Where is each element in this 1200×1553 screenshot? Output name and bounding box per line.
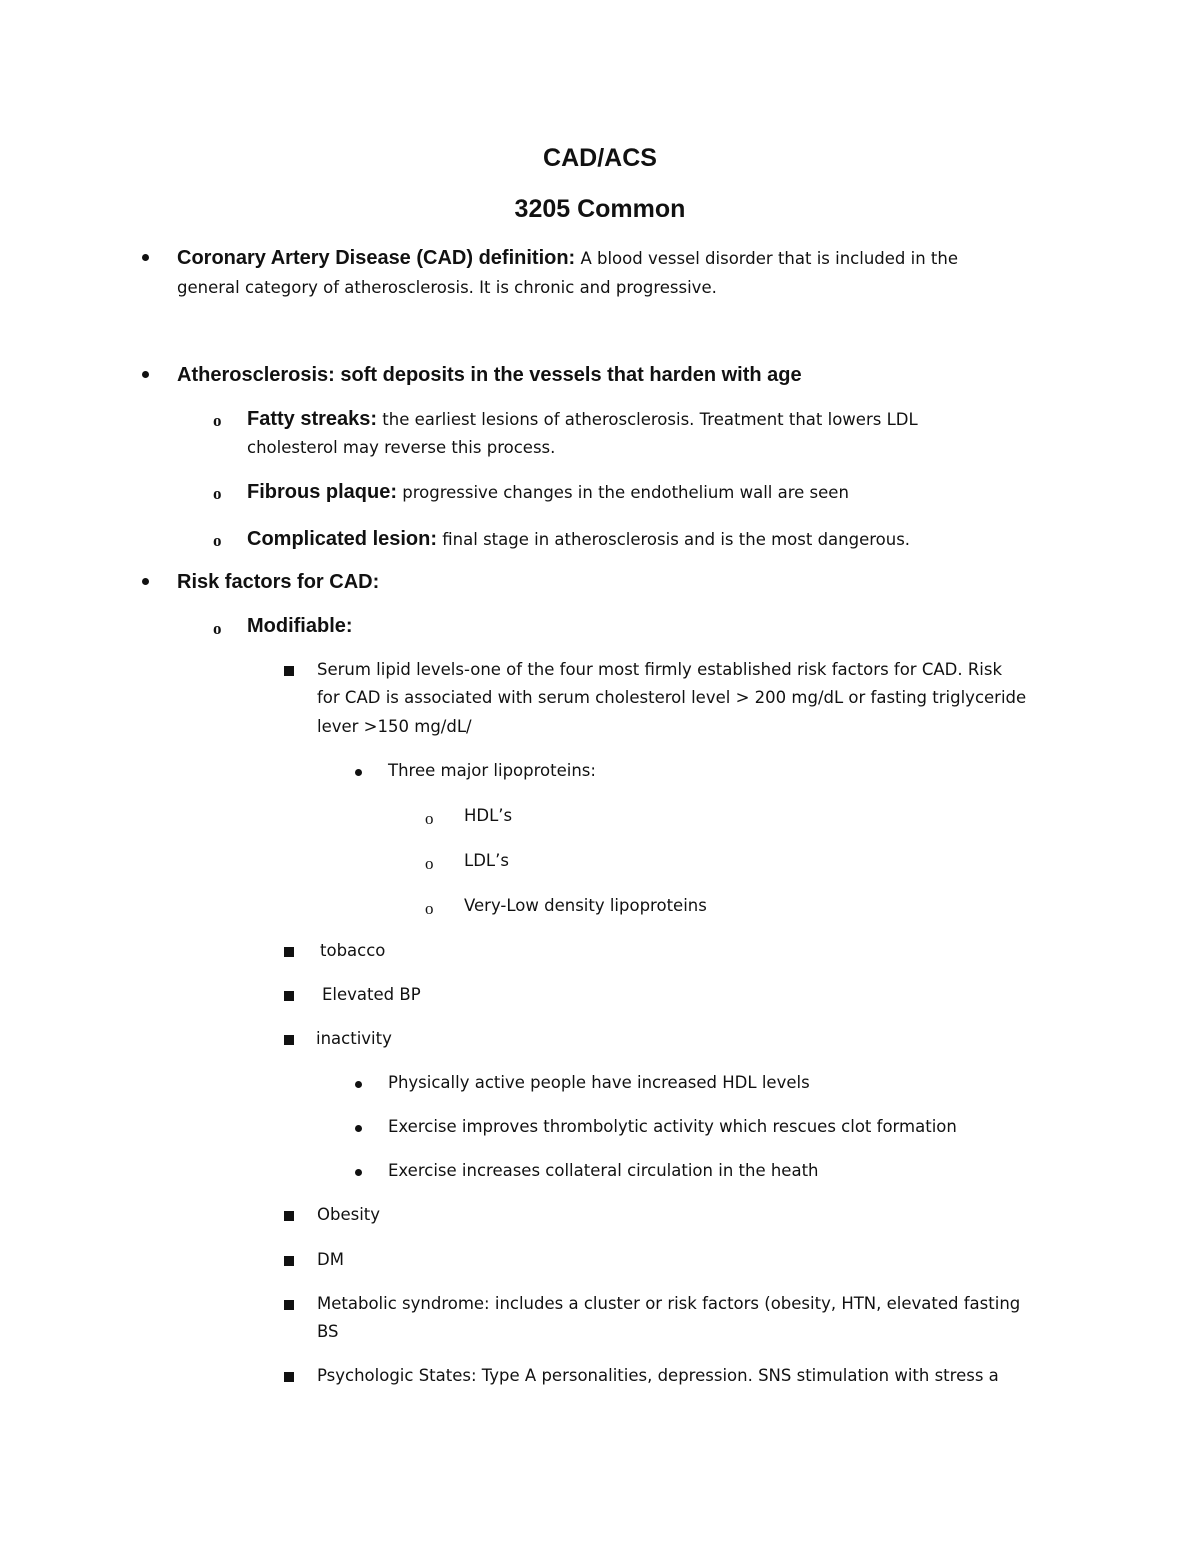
inactivity-sub-item: Exercise increases collateral circulation in the heath (388, 1161, 819, 1180)
bullet-o-icon: o (425, 809, 434, 828)
bullet-square-icon (284, 1300, 294, 1310)
bullet-dot-icon (142, 254, 149, 261)
atherosclerosis-heading: Atherosclerosis: soft deposits in the vessels that harden with age (177, 364, 802, 386)
serum-lipid-line3: lever >150 mg/dL/ (317, 717, 472, 736)
risk-item-bp: Elevated BP (322, 985, 421, 1004)
fibrous-plaque-line (247, 482, 849, 502)
risk-item-dm: DM (317, 1250, 344, 1269)
inactivity-sub-item: Exercise improves thrombolytic activity which rescues clot formation (388, 1117, 957, 1136)
cad-definition-label: Coronary Artery Disease (CAD) definition: (177, 247, 576, 269)
bullet-dot-icon (142, 578, 149, 585)
cad-definition-line1 (177, 248, 958, 268)
bullet-dot-icon (355, 769, 362, 776)
bullet-square-icon (284, 947, 294, 957)
bullet-square-icon (284, 991, 294, 1001)
risk-item-psychologic: Psychologic States: Type A personalities, depression. SNS stimulation with stress a (317, 1366, 999, 1385)
cad-definition-line2: general category of atherosclerosis. It is chronic and progressive. (177, 278, 717, 297)
modifiable-heading: Modifiable: (247, 615, 353, 637)
risk-item-tobacco: tobacco (320, 941, 386, 960)
fatty-streaks-line2: cholesterol may reverse this process. (247, 438, 556, 457)
cad-definition-text: A blood vessel disorder that is included in the (575, 249, 958, 268)
bullet-square-icon (284, 1035, 294, 1045)
serum-lipid-line2: for CAD is associated with serum cholesterol level > 200 mg/dL or fasting triglyceride (317, 688, 1027, 707)
bullet-square-icon (284, 1372, 294, 1382)
risk-item-metabolic-line1: Metabolic syndrome: includes a cluster or risk factors (obesity, HTN, elevated fasting (317, 1294, 1021, 1313)
bullet-o-icon: o (213, 411, 222, 430)
bullet-o-icon: o (425, 899, 434, 918)
lipoprotein-item: HDL’s (464, 806, 513, 825)
risk-factors-heading: Risk factors for CAD: (177, 571, 380, 593)
inactivity-sub-item: Physically active people have increased HDL levels (388, 1073, 810, 1092)
fatty-streaks-label: Fatty streaks: (247, 408, 378, 430)
risk-item-inactivity: inactivity (316, 1029, 392, 1048)
page-title: CAD/ACS (543, 144, 657, 172)
complicated-lesion-line (247, 529, 910, 549)
bullet-square-icon (284, 1256, 294, 1266)
complicated-lesion-text: final stage in atherosclerosis and is the most dangerous. (437, 530, 911, 549)
fibrous-plaque-text: progressive changes in the endothelium wall are seen (397, 483, 849, 502)
serum-lipid-line1: Serum lipid levels-one of the four most firmly established risk factors for CAD. Risk (317, 660, 1003, 679)
lipoprotein-item: Very-Low density lipoproteins (464, 896, 707, 915)
fibrous-plaque-label: Fibrous plaque: (247, 481, 397, 503)
complicated-lesion-label: Complicated lesion: (247, 528, 438, 550)
fatty-streaks-text: the earliest lesions of atherosclerosis. Treatment that lowers LDL (377, 410, 918, 429)
bullet-o-icon: o (213, 484, 222, 503)
risk-item-metabolic-line2: BS (317, 1322, 339, 1341)
bullet-dot-icon (355, 1081, 362, 1088)
bullet-dot-icon (142, 371, 149, 378)
page-subtitle: 3205 Common (514, 195, 686, 223)
lipoproteins-heading: Three major lipoproteins: (388, 761, 596, 780)
fatty-streaks-line1 (247, 409, 918, 429)
bullet-dot-icon (355, 1125, 362, 1132)
bullet-o-icon: o (213, 619, 222, 638)
risk-item-obesity: Obesity (317, 1205, 381, 1224)
bullet-dot-icon (355, 1169, 362, 1176)
bullet-o-icon: o (213, 531, 222, 550)
lipoprotein-item: LDL’s (464, 851, 509, 870)
bullet-o-icon: o (425, 854, 434, 873)
bullet-square-icon (284, 1211, 294, 1221)
bullet-square-icon (284, 666, 294, 676)
